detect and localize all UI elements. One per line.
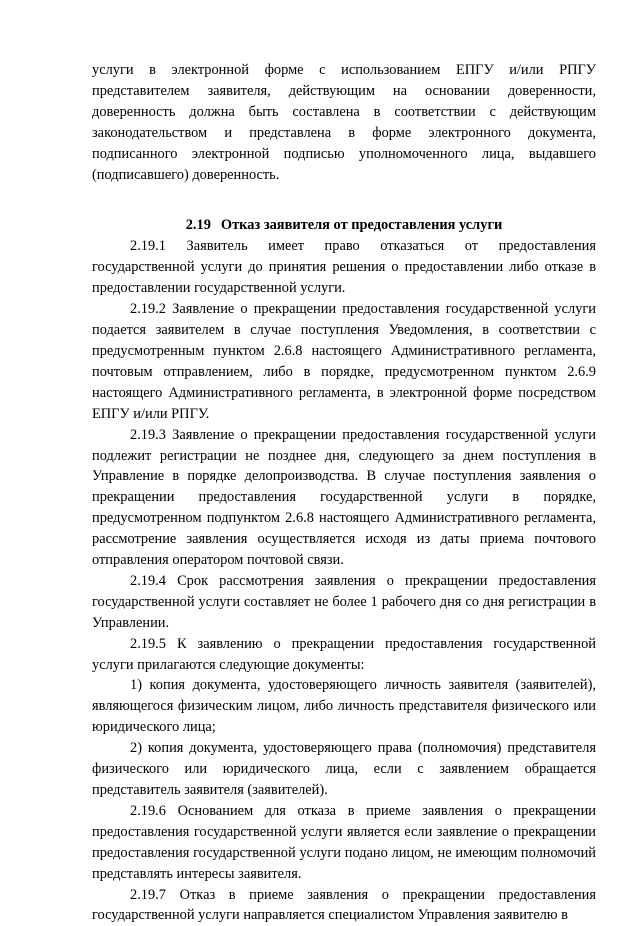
paragraph-text: Заявитель имеет право отказаться от предоставления государственной услуги до принятия решения о предоставлении либо отказе в предоставлении государственной услуги. <box>92 238 596 297</box>
paragraph-number: 2.19.1 <box>130 238 166 255</box>
paragraph-number: 2.19.6 <box>130 802 166 819</box>
list-item-number: 2) <box>130 740 142 757</box>
paragraph-2-19-7 <box>92 885 596 926</box>
list-item-number: 1) <box>130 677 142 694</box>
section-title: Отказ заявителя от предоставления услуги <box>220 217 503 234</box>
section-heading <box>92 215 596 236</box>
paragraph-2-19-2 <box>92 299 596 424</box>
paragraph-2-19-4 <box>92 571 596 634</box>
list-item-text: копия документа, удостоверяющего личность заявителя (заявителей), являющегося физическим лицом, либо личность представителя физического или юридического лица; <box>92 677 596 736</box>
list-item-1 <box>92 675 596 738</box>
paragraph-2-19-1 <box>92 236 596 299</box>
document-page <box>92 60 596 926</box>
intro-paragraph: услуги в электронной форме с использованием ЕПГУ и/или РПГУ представителем заявителя, действующим на основании доверенности, доверенность должна быть составлена в соответствии с действующим законодательством и представлена в форме электронного документа, подписанного электронной подписью уполномоченного лица, выдавшего (подписавшего) доверенность. <box>92 62 596 183</box>
paragraph-text: Отказ в приеме заявления о прекращении предоставления государственной услуги направляется специалистом Управления заявителю в <box>92 886 596 924</box>
paragraph-2-19-3 <box>92 425 596 571</box>
paragraph-number: 2.19.3 <box>130 426 166 443</box>
paragraph-number: 2.19.4 <box>130 572 166 589</box>
paragraph-text: Основанием для отказа в приеме заявления о прекращении предоставления государственной услуги является если заявление о прекращении предоставления государственной услуги подано лицом, не имеющим полномочий представлять интересы заявителя. <box>92 802 596 882</box>
paragraph-text: Заявление о прекращении предоставления государственной услуги подается заявителем в случае поступления Уведомления, в соответствии с предусмотренным пунктом 2.6.8 настоящего Административного регламента, почтовым отправлением, либо в порядке, предусмотренном пунктом 2.6.9 настоящего Административного регламента, в электронной форме посредством ЕПГУ и/или РПГУ. <box>92 301 596 422</box>
paragraph-2-19-5 <box>92 634 596 676</box>
paragraph-text: К заявлению о прекращении предоставления государственной услуги прилагаются следующие документы: <box>92 635 596 673</box>
paragraph-text: Срок рассмотрения заявления о прекращении предоставления государственной услуги составляет не более 1 рабочего дня со дня регистрации в Управлении. <box>92 572 596 631</box>
paragraph-number: 2.19.7 <box>130 886 166 903</box>
list-item-text: копия документа, удостоверяющего права (полномочия) представителя физического или юридического лица, если с заявлением обращается представитель заявителя (заявителей). <box>92 740 596 798</box>
paragraph-number: 2.19.2 <box>130 301 166 318</box>
paragraph-text: Заявление о прекращении предоставления государственной услуги подлежит регистрации не позднее дня, следующего за днем поступления в Управление в порядке делопроизводства. В случае поступления заявления о прекращении предоставления государственной услуги в порядке, предусмотренном подпунктом 2.6.8 настоящего Административного регламента, рассмотрение заявления осуществляется исходя из даты приема почтового отправления оператором почтовой связи. <box>92 426 596 569</box>
section-number: 2.19 <box>185 217 211 234</box>
list-item-2 <box>92 738 596 801</box>
paragraph-number: 2.19.5 <box>130 635 166 652</box>
paragraph-2-19-6 <box>92 801 596 885</box>
